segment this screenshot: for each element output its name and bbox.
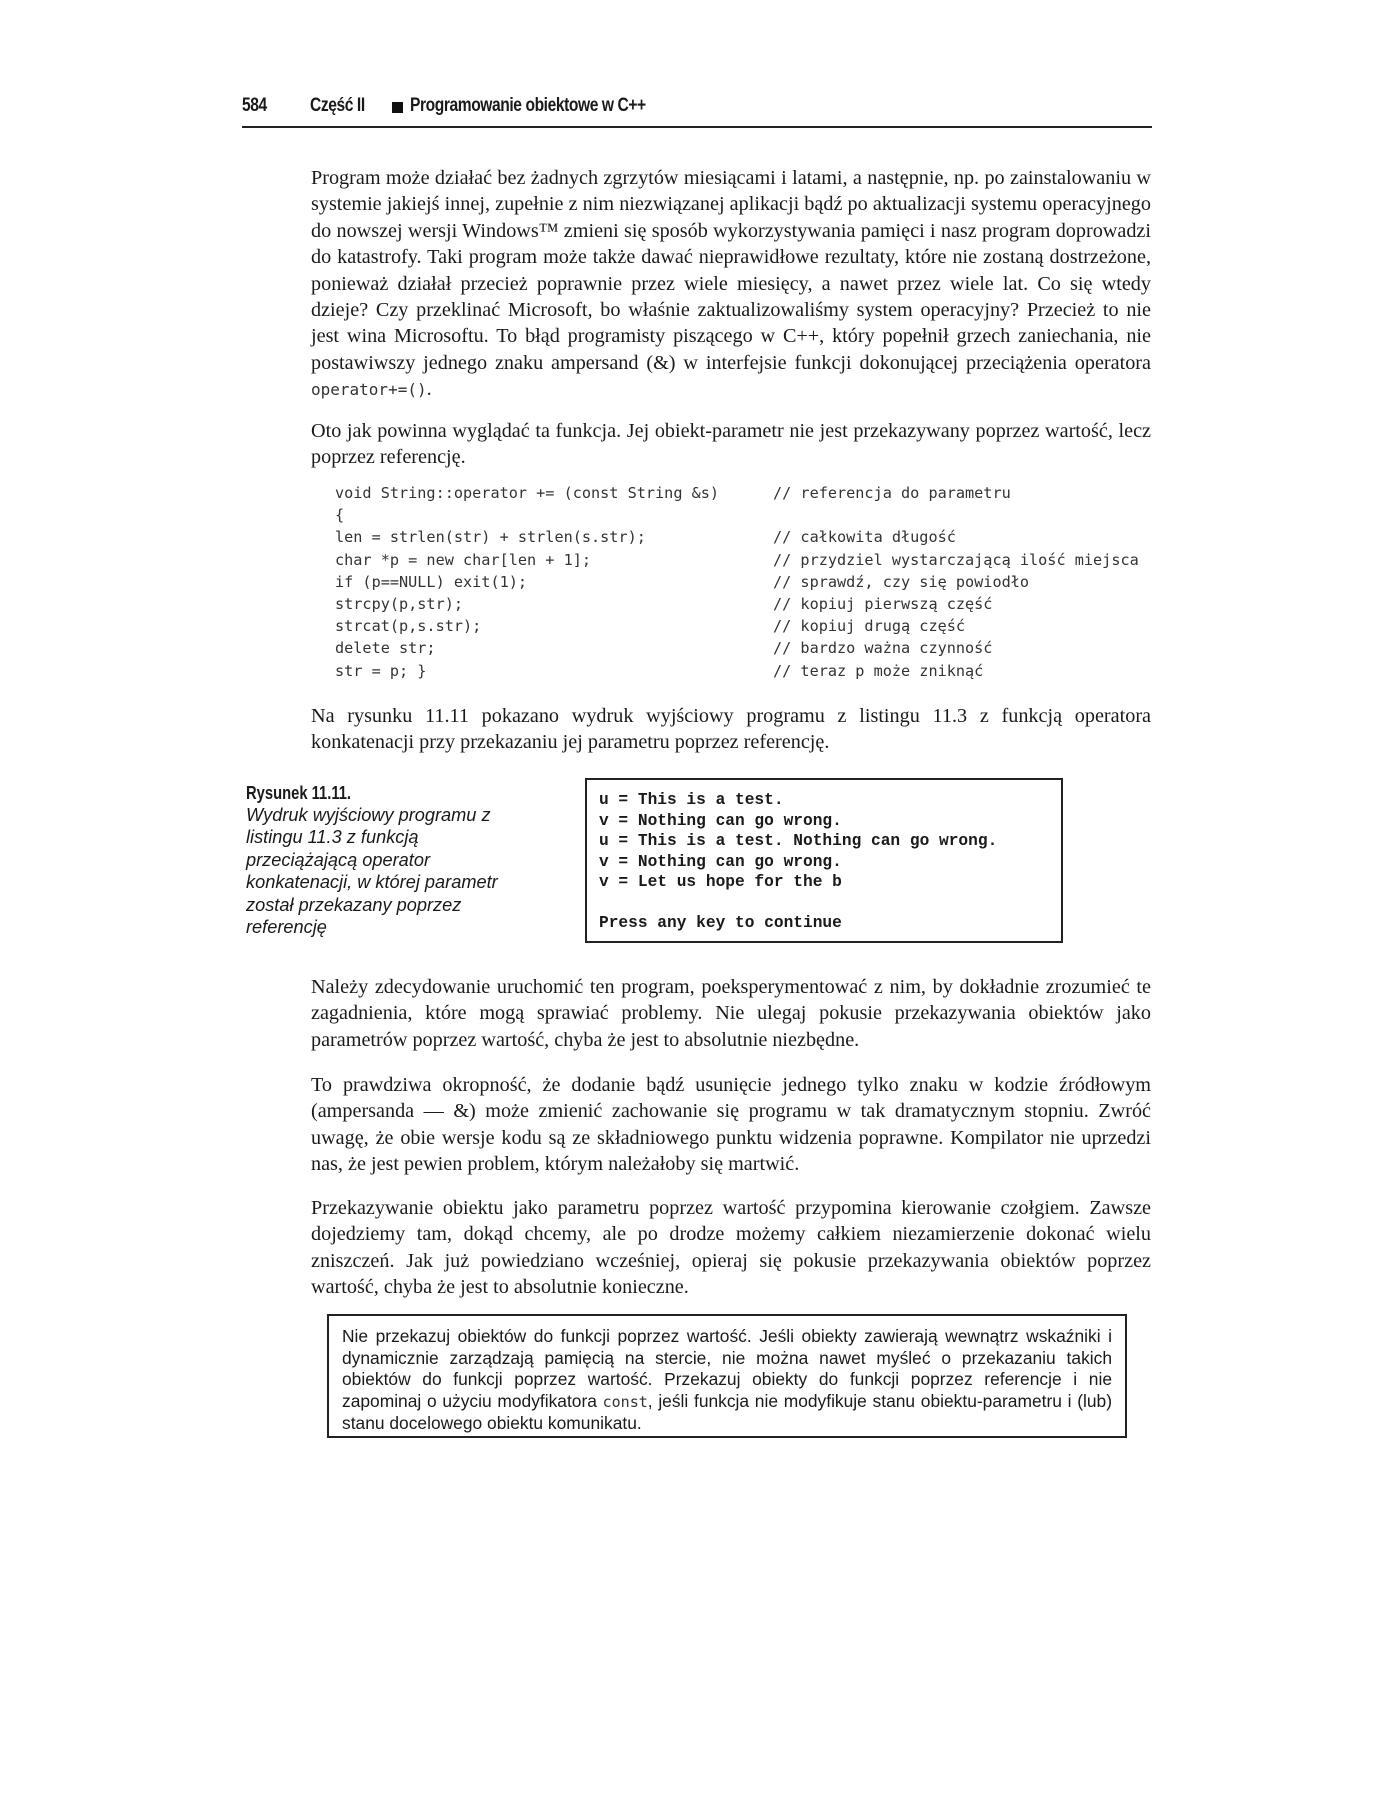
code-comment: // sprawdź, czy się powiodło <box>773 572 1030 591</box>
console-line <box>599 893 1049 914</box>
header-title: Programowanie obiektowe w C++ <box>410 95 646 116</box>
running-header <box>242 92 1152 128</box>
code-text: { <box>335 506 345 525</box>
paragraph-4: Należy zdecydowanie uruchomić ten program, poeksperymentować z nim, by dokładnie zrozumieć te zagadnienia, które mogą sprawiać problemy. Nie ulegaj pokusie przekazywania obiektów jako parametrów poprzez wartość, chyba że jest to absolutnie niezbędne. <box>311 976 1151 1051</box>
console-line: u = This is a test. Nothing can go wrong. <box>599 832 998 850</box>
paragraph-2: Oto jak powinna wyglądać ta funkcja. Jej obiekt-parametr nie jest przekazywany poprzez wartość, lecz poprzez referencję. <box>311 420 1151 469</box>
code-comment: // teraz p może zniknąć <box>773 661 984 680</box>
code-text: char *p = new char[len + 1]; <box>335 550 592 569</box>
code-comment: // referencja do parametru <box>773 484 1011 502</box>
figure-label: Rysunek 11.11. <box>246 783 352 803</box>
code-text: strcpy(p,str); <box>335 594 464 613</box>
console-line: u = This is a test. <box>599 791 784 809</box>
figure-caption-text: Wydruk wyjściowy programu z listingu 11.3 z funkcją przeciążającą operator konkatenacji, w której parametr został przekazany poprzez referencję <box>246 805 498 938</box>
console-line: Press any key to continue <box>599 914 842 932</box>
console-output-figure <box>585 778 1063 943</box>
code-line <box>335 482 1165 504</box>
note-box <box>327 1314 1127 1438</box>
paragraph-5: To prawdziwa okropność, że dodanie bądź usunięcie jednego tylko znaku w kodzie źródłowym (ampersanda — &) może zmienić zachowanie się programu w tak dramatycznym stopniu. Zwróć uwagę, że obie wersje kodu są ze składniowego punktu widzenia poprawne. Kompilator nie uprzedzi nas, że jest pewien problem, którym należałoby się martwić. <box>311 1074 1151 1176</box>
paragraph-1-text: Program może działać bez żadnych zgrzytów miesiącami i latami, a następnie, np. po zainstalowaniu w systemie jakiejś innej, zupełnie z nim niezwiązanej aplikacji bądź po aktualizacji systemu operacyjnego do nowszej wersji Windows™ zmieni się sposób wykorzystywania pamięci i nasz program doprowadzi do katastrofy. Taki program może także dawać nieprawidłowe rezultaty, które nie zostaną dostrzeżone, ponieważ działał przecież poprawnie przez wiele miesięcy, a nawet przez wiele lat. Co się wtedy dzieje? Czy przeklinać Microsoft, bo właśnie zaktualizowaliśmy system operacyjny? Przecież to nie jest wina Microsoftu. To błąd programisty piszącego w C++, który popełnił grzech zaniechania, nie postawiwszy jednego znaku ampersand (&) w interfejsie funkcji dokonującej przeciążenia operatora <box>311 167 1151 374</box>
code-line <box>335 571 1165 593</box>
code-line <box>335 549 1165 571</box>
code-text: len = strlen(str) + strlen(s.str); <box>335 528 646 547</box>
paragraph-1-end: . <box>426 378 432 401</box>
code-line <box>335 615 1165 637</box>
paragraph-1 <box>311 165 1151 404</box>
code-text: str = p; } <box>335 661 427 680</box>
console-line: v = Let us hope for the b <box>599 873 842 891</box>
note-text-before: Nie przekazuj obiektów do funkcji poprzez wartość. Jeśli obiekty zawierają wewnątrz wskaźniki i dynamicznie zarządzają pamięcią na stercie, nie można nawet myśleć o przekazaniu takich obiektów do funkcji poprzez wartość. Przekazuj obiekty do funkcji poprzez referencje i nie zapominaj o użyciu modyfikatora <box>342 1326 1112 1411</box>
note-text <box>342 1326 1112 1435</box>
figure-caption <box>246 782 516 938</box>
code-line <box>335 504 1165 526</box>
code-line <box>335 660 1165 682</box>
code-line <box>335 593 1165 615</box>
console-line: v = Nothing can go wrong. <box>599 852 842 871</box>
console-line: v = Nothing can go wrong. <box>599 811 842 830</box>
code-text: if (p==NULL) exit(1); <box>335 572 528 591</box>
inline-code-operator: operator+=() <box>311 380 427 400</box>
code-text: delete str; <box>335 639 436 658</box>
inline-code-const: const <box>602 1392 648 1411</box>
square-bullet-icon <box>392 102 403 113</box>
code-comment: // kopiuj pierwszą część <box>773 594 993 613</box>
code-line <box>335 526 1165 548</box>
code-line <box>335 637 1165 659</box>
header-part: Część II <box>310 95 365 116</box>
code-comment: // kopiuj drugą część <box>773 617 966 636</box>
page-number: 584 <box>242 95 267 116</box>
code-comment: // całkowita długość <box>773 528 956 547</box>
code-comment: // przydziel wystarczającą ilość miejsca <box>773 550 1139 569</box>
code-text: void String::operator += (const String &s) <box>335 484 720 502</box>
note-text-after: , jeśli funkcja nie modyfikuje stanu obiektu-parametru i (lub) stanu docelowego obiektu komunikatu. <box>342 1390 1112 1434</box>
paragraph-6: Przekazywanie obiektu jako parametru poprzez wartość przypomina kierowanie czołgiem. Zawsze dojedziemy tam, dokąd chcemy, ale po drodze możemy całkiem niezamierzenie dokonać wielu zniszczeń. Jak już powiedziano wcześniej, opieraj się pokusie przekazywania obiektów poprzez wartość, chyba że jest to absolutnie konieczne. <box>311 1197 1151 1299</box>
code-comment: // bardzo ważna czynność <box>773 639 993 658</box>
code-listing <box>335 482 1165 682</box>
paragraph-3: Na rysunku 11.11 pokazano wydruk wyjściowy programu z listingu 11.3 z funkcją operatora konkatenacji przy przekazaniu jej parametru poprzez referencję. <box>311 705 1151 754</box>
code-text: strcat(p,s.str); <box>335 617 482 636</box>
